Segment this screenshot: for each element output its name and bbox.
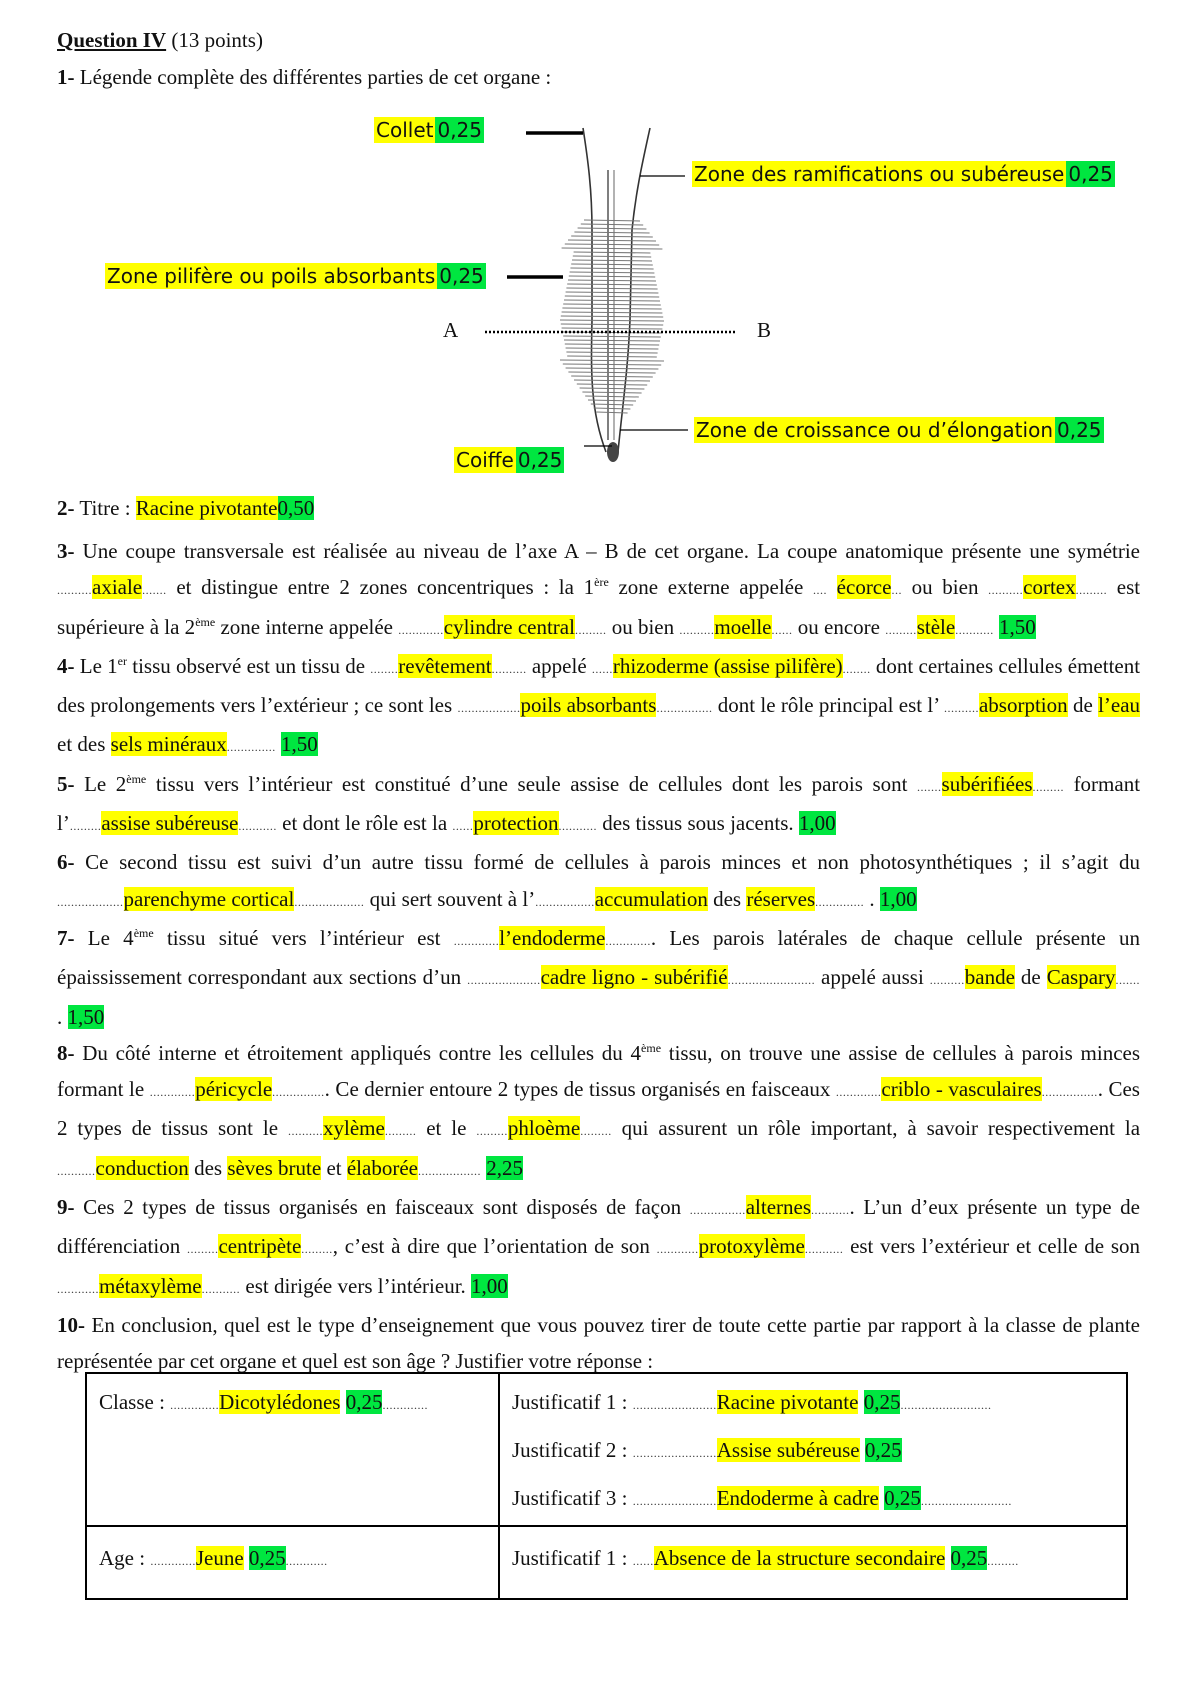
q3-answer: moelle (714, 614, 772, 639)
question-title: Question IV (57, 28, 167, 52)
q9-answer: protoxylème (698, 1234, 805, 1259)
q3-text: ou bien (911, 575, 979, 600)
root-hair (573, 256, 651, 257)
justif-label: Justificatif 2 : (512, 1438, 628, 1462)
q7-answer: Caspary (1046, 965, 1116, 990)
q8-text: qui assurent un rôle important, à savoir respectivement la (621, 1116, 1141, 1141)
q6-answer: réserves (746, 886, 816, 911)
q7-answer: bande (964, 965, 1015, 990)
root-hair (565, 296, 659, 297)
q6-answer: parenchyme cortical (123, 886, 295, 911)
q2-answer: Racine pivotante (135, 496, 278, 520)
q5: 5- Le 2ème tissu vers l’intérieur est constitué d’une seule assise de cellules dont les parois sont .......subérifiées......... formant l’.........assise subéreuse........... et dont le rôle est la ......protection........... des tissus sous jacents. 1,00 (57, 771, 1141, 836)
q4-answer: rhizoderme (assise pilifère) (612, 653, 843, 678)
q4-sup: er (117, 653, 127, 668)
q8-answer: élaborée (346, 1155, 418, 1180)
q4-text: Le 1 (79, 653, 118, 678)
q7-score: 1,50 (67, 1004, 105, 1029)
root-hair (578, 228, 647, 229)
root-hair (568, 240, 656, 241)
age-justif-score: 0,25 (950, 1546, 988, 1570)
justif-row: Justificatif 3 : ........................Endoderme à cadre 0,25.......................... (512, 1486, 1012, 1510)
axis-label-b: B (757, 318, 772, 342)
root-hair (564, 340, 660, 341)
q3-answer: cortex (1023, 575, 1076, 600)
question-points: (13 points) (171, 28, 263, 52)
justifs-cell (500, 1374, 1126, 1527)
root-hair (560, 360, 664, 361)
q6-score: 1,00 (879, 886, 917, 911)
root-hair (562, 312, 663, 313)
root-hair (566, 288, 657, 289)
label-coiffe-score: 0,25 (517, 448, 563, 472)
q4-text: dont le rôle principal est l’ (717, 693, 939, 718)
q4: 4- Le 1er tissu observé est un tissu de ........revêtement.......... appelé ......rhizoderme (assise pilifère)........ dont certaines cellules émettent des prolongements vers l’extérieur ; ce sont les ..................poils absorbants................ dont le rôle principal est l’ ..........absorption de l’eau et des sels minéraux.............. 1,50 (57, 653, 1141, 757)
q8-answer: péricycle (195, 1077, 273, 1102)
q7-text: appelé aussi (821, 965, 924, 990)
root-hair (574, 252, 651, 253)
label-pilifere-text: Zone pilifère ou poils absorbants (107, 264, 436, 288)
questions-body (57, 533, 1140, 1380)
label-coiffe-text: Coiffe (456, 448, 514, 472)
classe-score: 0,25 (345, 1390, 383, 1414)
label-pilifere-score: 0,25 (439, 264, 484, 288)
root-hair (567, 284, 657, 285)
label-collet-score: 0,25 (437, 118, 482, 142)
q5-answer: protection (473, 811, 559, 836)
root-hair (570, 272, 655, 273)
q5-text: formant l’ (57, 771, 1141, 836)
q7-text: tissu situé vers l’intérieur est (166, 925, 441, 950)
justif-value: Endoderme à cadre (716, 1486, 879, 1510)
q5-text: Le 2 (84, 771, 127, 796)
q8-answer: phloème (507, 1116, 581, 1141)
age-cell (87, 1527, 500, 1598)
justif-label: Justificatif 1 : (512, 1390, 628, 1414)
q3: 3- Une coupe transversale est réalisée au niveau de l’axe A – B de cet organe. La coupe anatomique présente une symétrie ..........axiale....... et distingue entre 2 zones concentriques : la 1ère zone externe appelée .... écorce... ou bien ..........cortex......... est supérieure à la 2ème zone interne appelée .............cylindre central......... ou bien ..........moelle...... ou encore .........stèle........... 1,50 (57, 539, 1141, 639)
q7-text: de (1020, 965, 1041, 990)
q8-text: Du côté interne et étroitement appliqués contre les cellules du 4 (82, 1040, 642, 1065)
root-hair (562, 248, 663, 249)
classe-row: Classe : ..............Dicotylédones 0,25............. (99, 1390, 428, 1414)
root-hair (594, 408, 631, 409)
q5-text: des tissus sous jacents. (602, 811, 794, 836)
q9-number: 9- (57, 1195, 75, 1220)
root-hair (574, 232, 649, 233)
root-hair (562, 328, 663, 329)
q5-text: et dont le rôle est la (282, 811, 448, 836)
q4-text: et des (57, 732, 106, 757)
q3-text: ou bien (611, 614, 675, 639)
q9-score: 1,00 (471, 1273, 508, 1298)
q9-text: , c’est à dire que l’orientation de son (332, 1234, 650, 1259)
q7-answer: l’endoderme (499, 925, 606, 950)
root-hair (566, 292, 659, 293)
justif-score: 0,25 (884, 1486, 921, 1510)
answer-table (85, 1372, 1128, 1600)
q6-answer: accumulation (594, 886, 708, 911)
q8-sup: ème (641, 1040, 662, 1055)
q4-text: appelé (531, 653, 587, 678)
q6-text: des (713, 886, 742, 911)
q3-score: 1,50 (998, 614, 1036, 639)
q6-text: Ce second tissu est suivi d’un autre tissu formé de cellules à parois minces et non photosynthétiques ; il s’agit du (85, 850, 1140, 875)
root-hair (588, 400, 636, 401)
q10-text: En conclusion, quel est le type d’enseignement que vous pouvez tirer de toute cette partie par rapport à la classe de plante représentée par cet organe et quel est son âge ? Justifier votre réponse : (57, 1312, 1140, 1374)
q5-sup: ème (126, 771, 147, 786)
label-ramifications-score: 0,25 (1068, 162, 1113, 186)
root-hair (571, 376, 653, 377)
root-hair (563, 336, 661, 337)
age-justif-row: Justificatif 1 : ......Absence de la structure secondaire 0,25......... (512, 1546, 1019, 1570)
age-justif-value: Absence de la structure secondaire (653, 1546, 946, 1570)
q7-number: 7- (57, 925, 75, 950)
age-label: Age : (99, 1546, 146, 1570)
q3-text: zone externe appelée (618, 575, 804, 600)
root-hair (591, 404, 633, 405)
label-ramifications-text: Zone des ramifications ou subéreuse (694, 162, 1065, 186)
justif-value: Racine pivotante (716, 1390, 859, 1414)
q4-answer: l’eau (1098, 693, 1141, 718)
q8-number: 8- (57, 1040, 75, 1065)
label-croissance-text: Zone de croissance ou d’élongation (696, 418, 1053, 442)
root-hair (566, 352, 657, 353)
q8-answer: xylème (323, 1116, 385, 1141)
q3-number: 3- (57, 539, 75, 563)
q8-score: 2,25 (486, 1155, 523, 1180)
q2-prefix: Titre : (79, 496, 131, 520)
q4-text: de (1072, 693, 1093, 718)
label-croissance (694, 418, 1104, 442)
root-hair (571, 236, 653, 237)
q6: 6- Ce second tissu est suivi d’un autre tissu formé de cellules à parois minces et non photosynthétiques ; il s’agit du ...................parenchyme cortical.................... qui sert souvent à l’.................accumulation des réserves.............. . 1,00 (57, 850, 1140, 911)
q9-answer: alternes (745, 1195, 812, 1220)
q1-number: 1- (57, 65, 75, 89)
root-hair (572, 260, 652, 261)
q3-text: et distingue entre 2 zones concentriques : la 1 (176, 575, 595, 600)
q9-text: . L’un d’eux présente un type de différenciation (57, 1195, 1140, 1259)
age-score: 0,25 (248, 1546, 286, 1570)
q5-number: 5- (57, 771, 75, 796)
q6-text: qui sert souvent à l’ (369, 886, 536, 911)
root-hair (563, 304, 661, 305)
age-value: Jeune (195, 1546, 244, 1570)
justif-row: Justificatif 1 : ........................Racine pivotante 0,25.......................... (512, 1390, 992, 1414)
root-hair (564, 300, 660, 301)
q8-text: et (326, 1155, 342, 1180)
justif-label: Justificatif 3 : (512, 1486, 628, 1510)
root-hair (577, 384, 647, 385)
label-croissance-score: 0,25 (1057, 418, 1102, 442)
root-hair (581, 224, 643, 225)
label-coiffe (454, 448, 564, 472)
root-hair (574, 380, 650, 381)
q3-sup: ème (195, 614, 216, 629)
q7-text: . Les parois latérales de chaque cellule présente un épaississement correspondant aux sections d’un (57, 925, 1141, 990)
q9: 9- Ces 2 types de tissus organisés en faisceaux sont disposés de façon ................alternes............ L’un d’eux présente un type de différenciation .........centripète........., c’est à dire que l’orientation de son ............protoxylème........... est vers l’extérieur et celle de son ............métaxylème........... est dirigée vers l’intérieur. 1,00 (57, 1195, 1141, 1298)
classe-value: Dicotylédones (219, 1390, 341, 1414)
q5-text: tissu vers l’intérieur est constitué d’une seule assise de cellules dont les parois sont (155, 771, 908, 796)
age-justif-label: Justificatif 1 : (512, 1546, 628, 1570)
q9-text: Ces 2 types de tissus organisés en faisceaux sont disposés de façon (83, 1195, 682, 1220)
root-hair (569, 276, 655, 277)
q2 (57, 496, 314, 521)
root-hair (570, 268, 653, 269)
justif-score: 0,25 (863, 1390, 901, 1414)
q4-text: dont certaines cellules émettent des prolongements vers l’extérieur ; ce sont les (57, 653, 1141, 718)
q9-text: est dirigée vers l’intérieur. (245, 1273, 466, 1298)
q2-number: 2- (57, 496, 75, 520)
root-hair (563, 364, 661, 365)
q3-text: zone interne appelée (220, 614, 394, 639)
root-hair (567, 356, 657, 357)
q8-text: tissu, on trouve une assise de cellules à parois minces formant le (57, 1040, 1141, 1102)
q3-answer: cylindre central (443, 614, 575, 639)
q3-text: Une coupe transversale est réalisée au niveau de l’axe A – B de cet organe. La coupe anatomique présente une symétrie (82, 539, 1141, 563)
root-hair (568, 372, 655, 373)
classe-label: Classe : (99, 1390, 165, 1414)
q4-answer: revêtement (398, 653, 492, 678)
root-hair (566, 368, 659, 369)
root-hair (561, 324, 663, 325)
q8-answer: criblo - vasculaires (881, 1077, 1042, 1102)
q4-answer: poils absorbants (520, 693, 657, 718)
q4-score: 1,50 (280, 732, 318, 757)
q4-number: 4- (57, 653, 75, 678)
root-hair (565, 344, 659, 345)
q8-answer: conduction (95, 1155, 189, 1180)
q7: 7- Le 4ème tissu situé vers l’intérieur est .............l’endoderme.............. Les parois latérales de chaque cellule présente un épaississement correspondant aux sections d’un .....................cadre ligno - subérifié......................... appelé aussi ..........bande de Caspary....... . 1,50 (57, 925, 1141, 1029)
classe-cell (87, 1374, 500, 1527)
q8-answer: sèves brute (227, 1155, 322, 1180)
root-hair (580, 388, 645, 389)
q4-text: tissu observé est un tissu de (132, 653, 366, 678)
root-hair (562, 308, 661, 309)
label-ramifications (692, 162, 1115, 186)
q9-answer: métaxylème (99, 1273, 202, 1298)
axis-label-a: A (443, 318, 459, 342)
q3-text: est supérieure à la 2 (57, 575, 1141, 639)
q4-answer: absorption (978, 693, 1068, 718)
root-hair (566, 348, 659, 349)
label-collet-text: Collet (376, 118, 434, 142)
q8-text: et le (426, 1116, 467, 1141)
q5-answer: subérifiées (941, 771, 1033, 796)
q6-number: 6- (57, 850, 75, 875)
root-hair (582, 392, 641, 393)
justif-row: Justificatif 2 : ........................Assise subéreuse 0,25 (512, 1438, 902, 1462)
q8: 8- Du côté interne et étroitement appliqués contre les cellules du 4ème tissu, on trouve une assise de cellules à parois minces formant le .............péricycle................ Ce dernier entoure 2 types de tissus organisés en faisceaux .............criblo - vasculaires................. Ces 2 types de tissus sont le ..........xylème......... et le .........phloème......... qui assurent un rôle important, à savoir respectivement la ...........conduction des sèves brute et élaborée.................. 2,25 (57, 1040, 1141, 1180)
q3-answer: stèle (916, 614, 956, 639)
q3-text: ou encore (797, 614, 880, 639)
root-hair (571, 264, 653, 265)
label-collet (374, 118, 484, 142)
q9-text: est vers l’extérieur et celle de son (850, 1234, 1141, 1259)
q8-text: . Ce dernier entoure 2 types de tissus organisés en faisceaux (324, 1077, 831, 1102)
q4-answer: sels minéraux (110, 732, 227, 757)
q7-answer: cadre ligno - subérifié (540, 965, 728, 990)
q7-sup: ème (133, 925, 154, 940)
q3-answer: axiale (92, 575, 143, 600)
q8-text: . Ces 2 types de tissus sont le (57, 1077, 1140, 1141)
q5-answer: assise subéreuse (101, 811, 239, 836)
q7-text: Le 4 (87, 925, 134, 950)
q8-text: des (194, 1155, 223, 1180)
root-hair (561, 316, 663, 317)
q10-number: 10- (57, 1312, 85, 1337)
age-justif-cell (500, 1527, 1126, 1598)
q2-score: 0,50 (277, 496, 315, 520)
q3-sup: ère (594, 575, 609, 590)
q10 (57, 1307, 1140, 1380)
q1-text: Légende complète des différentes parties de cet organe : (79, 65, 552, 89)
q9-answer: centripète (218, 1234, 302, 1259)
root-hair (568, 280, 656, 281)
justif-value: Assise subéreuse (716, 1438, 860, 1462)
root-hair (560, 320, 664, 321)
justif-score: 0,25 (864, 1438, 902, 1462)
label-pilifere (105, 264, 486, 288)
q3-answer: écorce (836, 575, 892, 600)
q5-score: 1,00 (798, 811, 836, 836)
age-row: Age : .............Jeune 0,25............ (99, 1546, 328, 1570)
root-hair (565, 244, 659, 245)
